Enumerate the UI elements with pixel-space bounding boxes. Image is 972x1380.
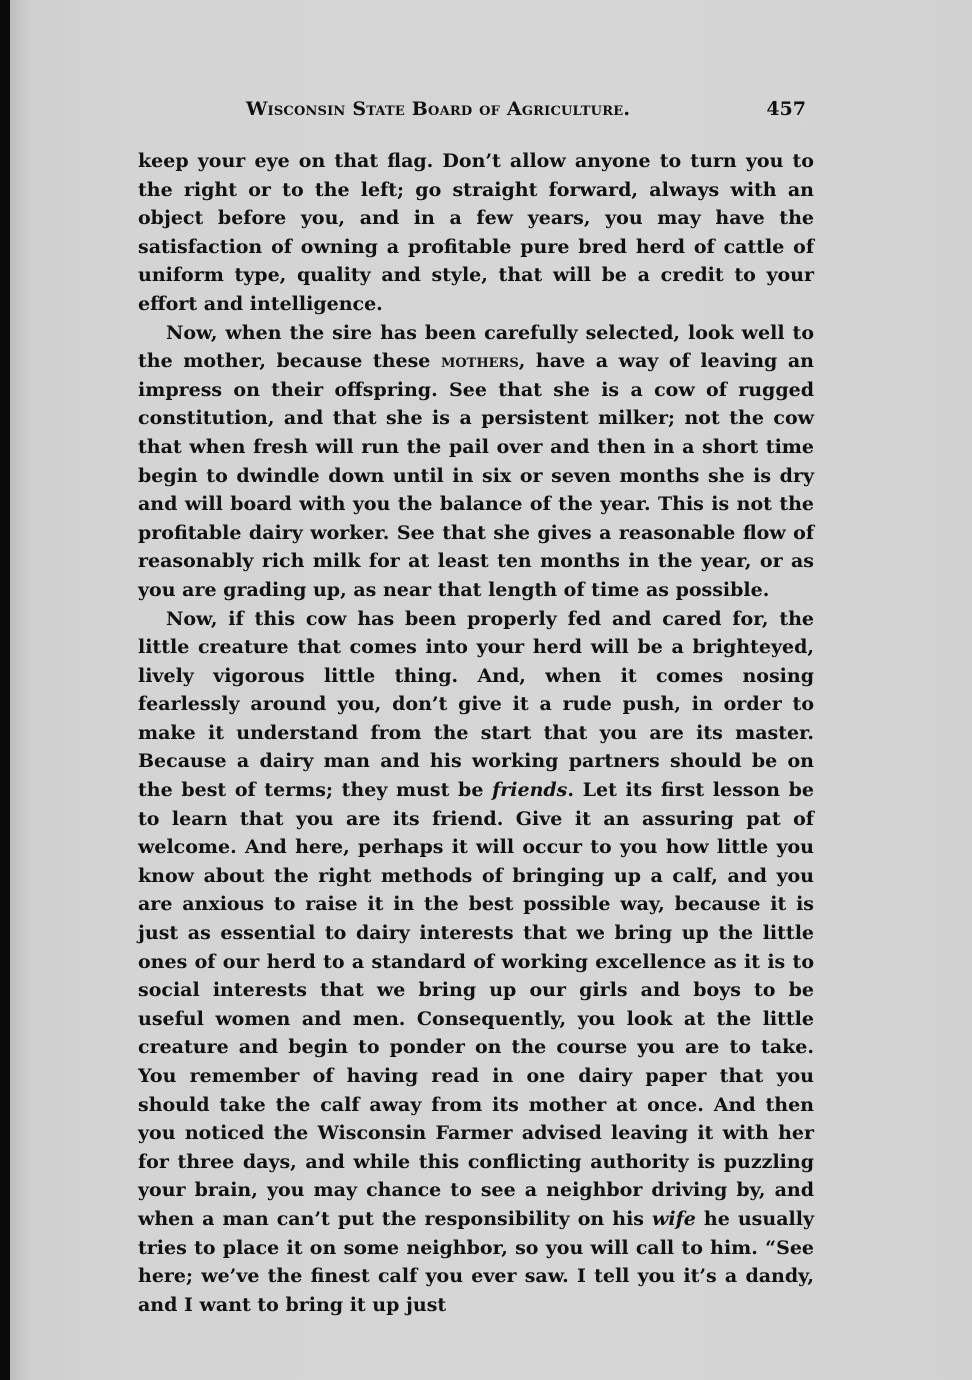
page-number: 457	[766, 98, 806, 120]
body-text	[138, 147, 814, 1319]
paragraph-2	[138, 319, 814, 605]
paragraph-3-part-a: Now, if this cow has been properly fed and cared for, the little creature that comes into your herd will be a brighteyed, lively vigorous little thing. And, when it comes nosing fearlessly around you, don’t give it a rude push, in order to make it understand from the start that you are its master. Because a dairy man and his working partners should be on the best of terms; they must be	[138, 607, 814, 802]
emphasis-mothers: mothers	[440, 350, 519, 373]
paragraph-2-part-b: , have a way of leaving an impress on their offspring. See that she is a cow of rugged constitution, and that she is a persistent milker; not the cow that when fresh will run the pail over and then in a short time begin to dwindle down until in six or seven months she is dry and will board with you the balance of the year. This is not the profitable dairy worker. See that she gives a reasonable flow of reasonably rich milk for at least ten months in the year, or as you are grading up, as near that length of time as possible.	[138, 350, 814, 601]
emphasis-friends: friends	[492, 779, 568, 802]
emphasis-wife: wife	[652, 1207, 696, 1230]
page-header	[246, 98, 806, 128]
running-head: Wisconsin State Board of Agriculture.	[246, 98, 631, 120]
paragraph-3-part-b: . Let its first lesson be to learn that you are its friend. Give it an assuring pat of welcome. And here, perhaps it will occur to you how little you know about the right methods of bringing up a calf, and you are anxious to raise it in the best possible way, because it is just as essential to dairy interests that we bring up the little ones of our herd to a standard of working excellence as it is to social interests that we bring up our girls and boys to be useful women and men. Consequently, you look at the little creature and begin to ponder on the course you are to take. You remember of having read in one dairy paper that you should take the calf away from its mother at once. And then you noticed the Wisconsin Farmer advised leaving it with her for three days, and while this conflicting authority is puzzling your brain, you may chance to see a neighbor driving by, and when a man can’t put the responsibility on his	[138, 779, 814, 1230]
paragraph-2-part-a: Now, when the sire has been carefully selected, look well to the mother, because these	[138, 321, 814, 373]
paragraph-3	[138, 605, 814, 1320]
paragraph-3-part-c: he usually tries to place it on some neighbor, so you will call to him. “See here; we’ve the finest calf you ever saw. I tell you it’s a dandy, and I want to bring it up just	[138, 1207, 814, 1316]
paragraph-1: keep your eye on that flag. Don’t allow anyone to turn you to the right or to the left; go straight forward, always with an object before you, and in a few years, you may have the satisfaction of owning a profitable pure bred herd of cattle of uniform type, quality and style, that will be a credit to your effort and intelligence.	[138, 150, 814, 315]
